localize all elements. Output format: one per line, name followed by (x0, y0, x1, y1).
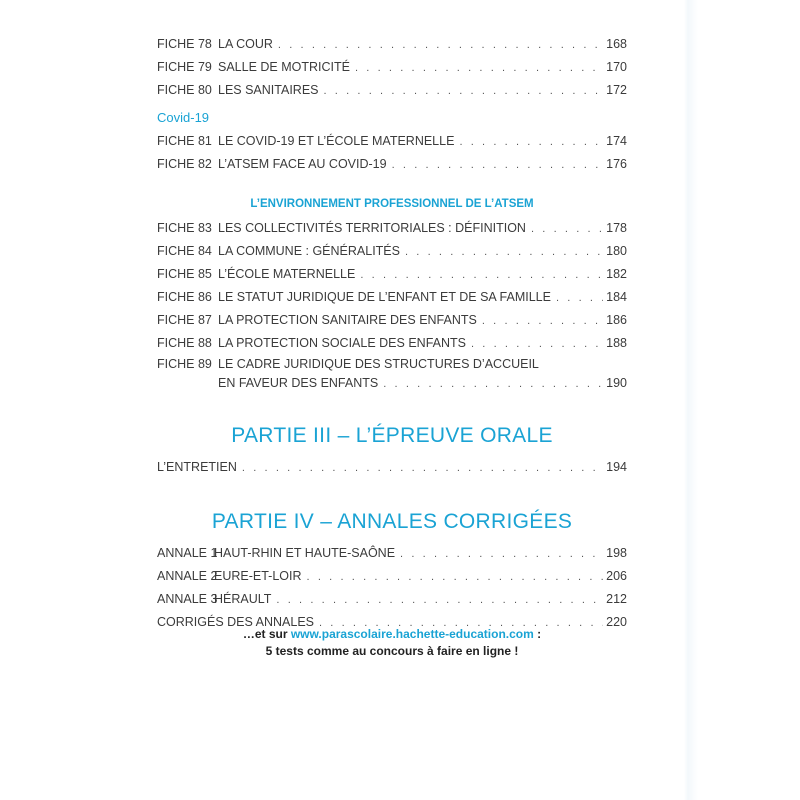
footer-prefix: …et sur (242, 627, 291, 641)
entry-number: ANNALE 1 (157, 546, 218, 560)
entry-title: L’ATSEM FACE AU COVID-19 (218, 157, 387, 171)
dot-leader (459, 131, 603, 154)
entry-page: 182 (606, 267, 627, 281)
entry-page: 194 (606, 460, 627, 474)
entry-number: FICHE 87 (157, 313, 212, 327)
entry-title: LES COLLECTIVITÉS TERRITORIALES : DÉFINITION (218, 221, 526, 235)
entry-page: 172 (606, 83, 627, 97)
entry-number: FICHE 84 (157, 244, 212, 258)
toc-entry-fiche-78[interactable] (157, 33, 627, 56)
dot-leader (400, 543, 603, 566)
entry-title: SALLE DE MOTRICITÉ (218, 60, 350, 74)
entry-title-line-1: LE CADRE JURIDIQUE DES STRUCTURES D’ACCUEIL (218, 357, 539, 371)
covid-subheading: Covid-19 (157, 110, 210, 125)
toc-entry-fiche-88[interactable] (157, 332, 627, 355)
entry-page: 178 (606, 221, 627, 235)
online-tests-note (157, 626, 627, 660)
entry-number: FICHE 79 (157, 60, 212, 74)
dot-leader (471, 333, 603, 356)
entry-page: 212 (606, 592, 627, 606)
toc-entry-fiche-89[interactable] (157, 355, 627, 393)
toc-entry-annale-3[interactable] (157, 588, 627, 611)
toc-entry-annale-2[interactable] (157, 565, 627, 588)
entry-page: 220 (606, 615, 627, 629)
dot-leader (531, 218, 603, 241)
entry-title: LE STATUT JURIDIQUE DE L’ENFANT ET DE SA FAMILLE (218, 290, 551, 304)
entry-title: LE COVID-19 ET L’ÉCOLE MATERNELLE (218, 134, 455, 148)
dot-leader (307, 566, 604, 589)
entry-title: EURE-ET-LOIR (214, 569, 302, 583)
dot-leader (383, 375, 603, 394)
entry-title: LA PROTECTION SOCIALE DES ENFANTS (218, 336, 466, 350)
entry-number: FICHE 83 (157, 221, 212, 235)
entry-title: HAUT-RHIN ET HAUTE-SAÔNE (214, 546, 396, 560)
dot-leader (405, 241, 603, 264)
entry-page: 188 (606, 336, 627, 350)
toc-entry-fiche-79[interactable] (157, 56, 627, 79)
entry-page: 184 (606, 290, 627, 304)
table-of-contents (157, 33, 627, 634)
entry-page: 198 (606, 546, 627, 560)
entry-number: ANNALE 2 (157, 569, 218, 583)
entry-page: 176 (606, 157, 627, 171)
entry-line-1 (157, 355, 627, 374)
dot-leader (278, 34, 603, 57)
dot-leader (242, 457, 603, 480)
entry-title: CORRIGÉS DES ANNALES (157, 615, 314, 629)
entry-number: ANNALE 3 (157, 592, 218, 606)
entry-line-2 (157, 374, 627, 393)
entry-number: FICHE 88 (157, 336, 212, 350)
toc-entry-fiche-84[interactable] (157, 240, 627, 263)
toc-entry-fiche-86[interactable] (157, 286, 627, 309)
footer-suffix: : (533, 627, 542, 641)
entry-title: HÉRAULT (214, 592, 272, 606)
footer-line-1 (157, 626, 627, 643)
entry-page: 174 (606, 134, 627, 148)
entry-title: LA PROTECTION SANITAIRE DES ENFANTS (218, 313, 477, 327)
toc-entry-fiche-85[interactable] (157, 263, 627, 286)
environnement-section-heading: L’ENVIRONNEMENT PROFESSIONNEL DE L’ATSEM (250, 198, 534, 210)
toc-entry-fiche-83[interactable] (157, 217, 627, 240)
partie-4-heading: PARTIE IV – ANNALES CORRIGÉES (211, 510, 573, 533)
footer-line-2: 5 tests comme au concours à faire en ligne ! (265, 644, 519, 658)
toc-entry-fiche-87[interactable] (157, 309, 627, 332)
entry-title: LES SANITAIRES (218, 83, 319, 97)
toc-entry-fiche-82[interactable] (157, 153, 627, 176)
entry-title: LA COMMUNE : GÉNÉRALITÉS (218, 244, 400, 258)
entry-title-line-2: EN FAVEUR DES ENFANTS (218, 376, 379, 390)
entry-number: FICHE 82 (157, 157, 212, 171)
entry-title: L’ENTRETIEN (157, 460, 237, 474)
entry-number: FICHE 81 (157, 134, 212, 148)
entry-page: 180 (606, 244, 627, 258)
dot-leader (355, 57, 603, 80)
dot-leader (360, 264, 603, 287)
dot-leader (392, 154, 604, 177)
toc-entry-fiche-80[interactable] (157, 79, 627, 102)
entry-number: FICHE 86 (157, 290, 212, 304)
entry-number: FICHE 89 (157, 357, 212, 371)
dot-leader (482, 310, 603, 333)
entry-number: FICHE 80 (157, 83, 212, 97)
entry-page: 190 (606, 376, 627, 390)
toc-entry-annale-1[interactable] (157, 542, 627, 565)
entry-page: 168 (606, 37, 627, 51)
dot-leader (276, 589, 603, 612)
entry-page: 170 (606, 60, 627, 74)
toc-entry-entretien[interactable] (157, 456, 627, 479)
entry-page: 206 (606, 569, 627, 583)
dot-leader (324, 80, 604, 103)
website-link[interactable]: www.parascolaire.hachette-education.com (290, 627, 534, 641)
entry-number: FICHE 78 (157, 37, 212, 51)
partie-3-heading: PARTIE III – L’ÉPREUVE ORALE (231, 424, 553, 447)
toc-entry-fiche-81[interactable] (157, 130, 627, 153)
page-edge-shadow (684, 0, 800, 800)
entry-number: FICHE 85 (157, 267, 212, 281)
dot-leader (556, 287, 603, 310)
entry-title: LA COUR (218, 37, 273, 51)
entry-page: 186 (606, 313, 627, 327)
entry-title: L’ÉCOLE MATERNELLE (218, 267, 356, 281)
